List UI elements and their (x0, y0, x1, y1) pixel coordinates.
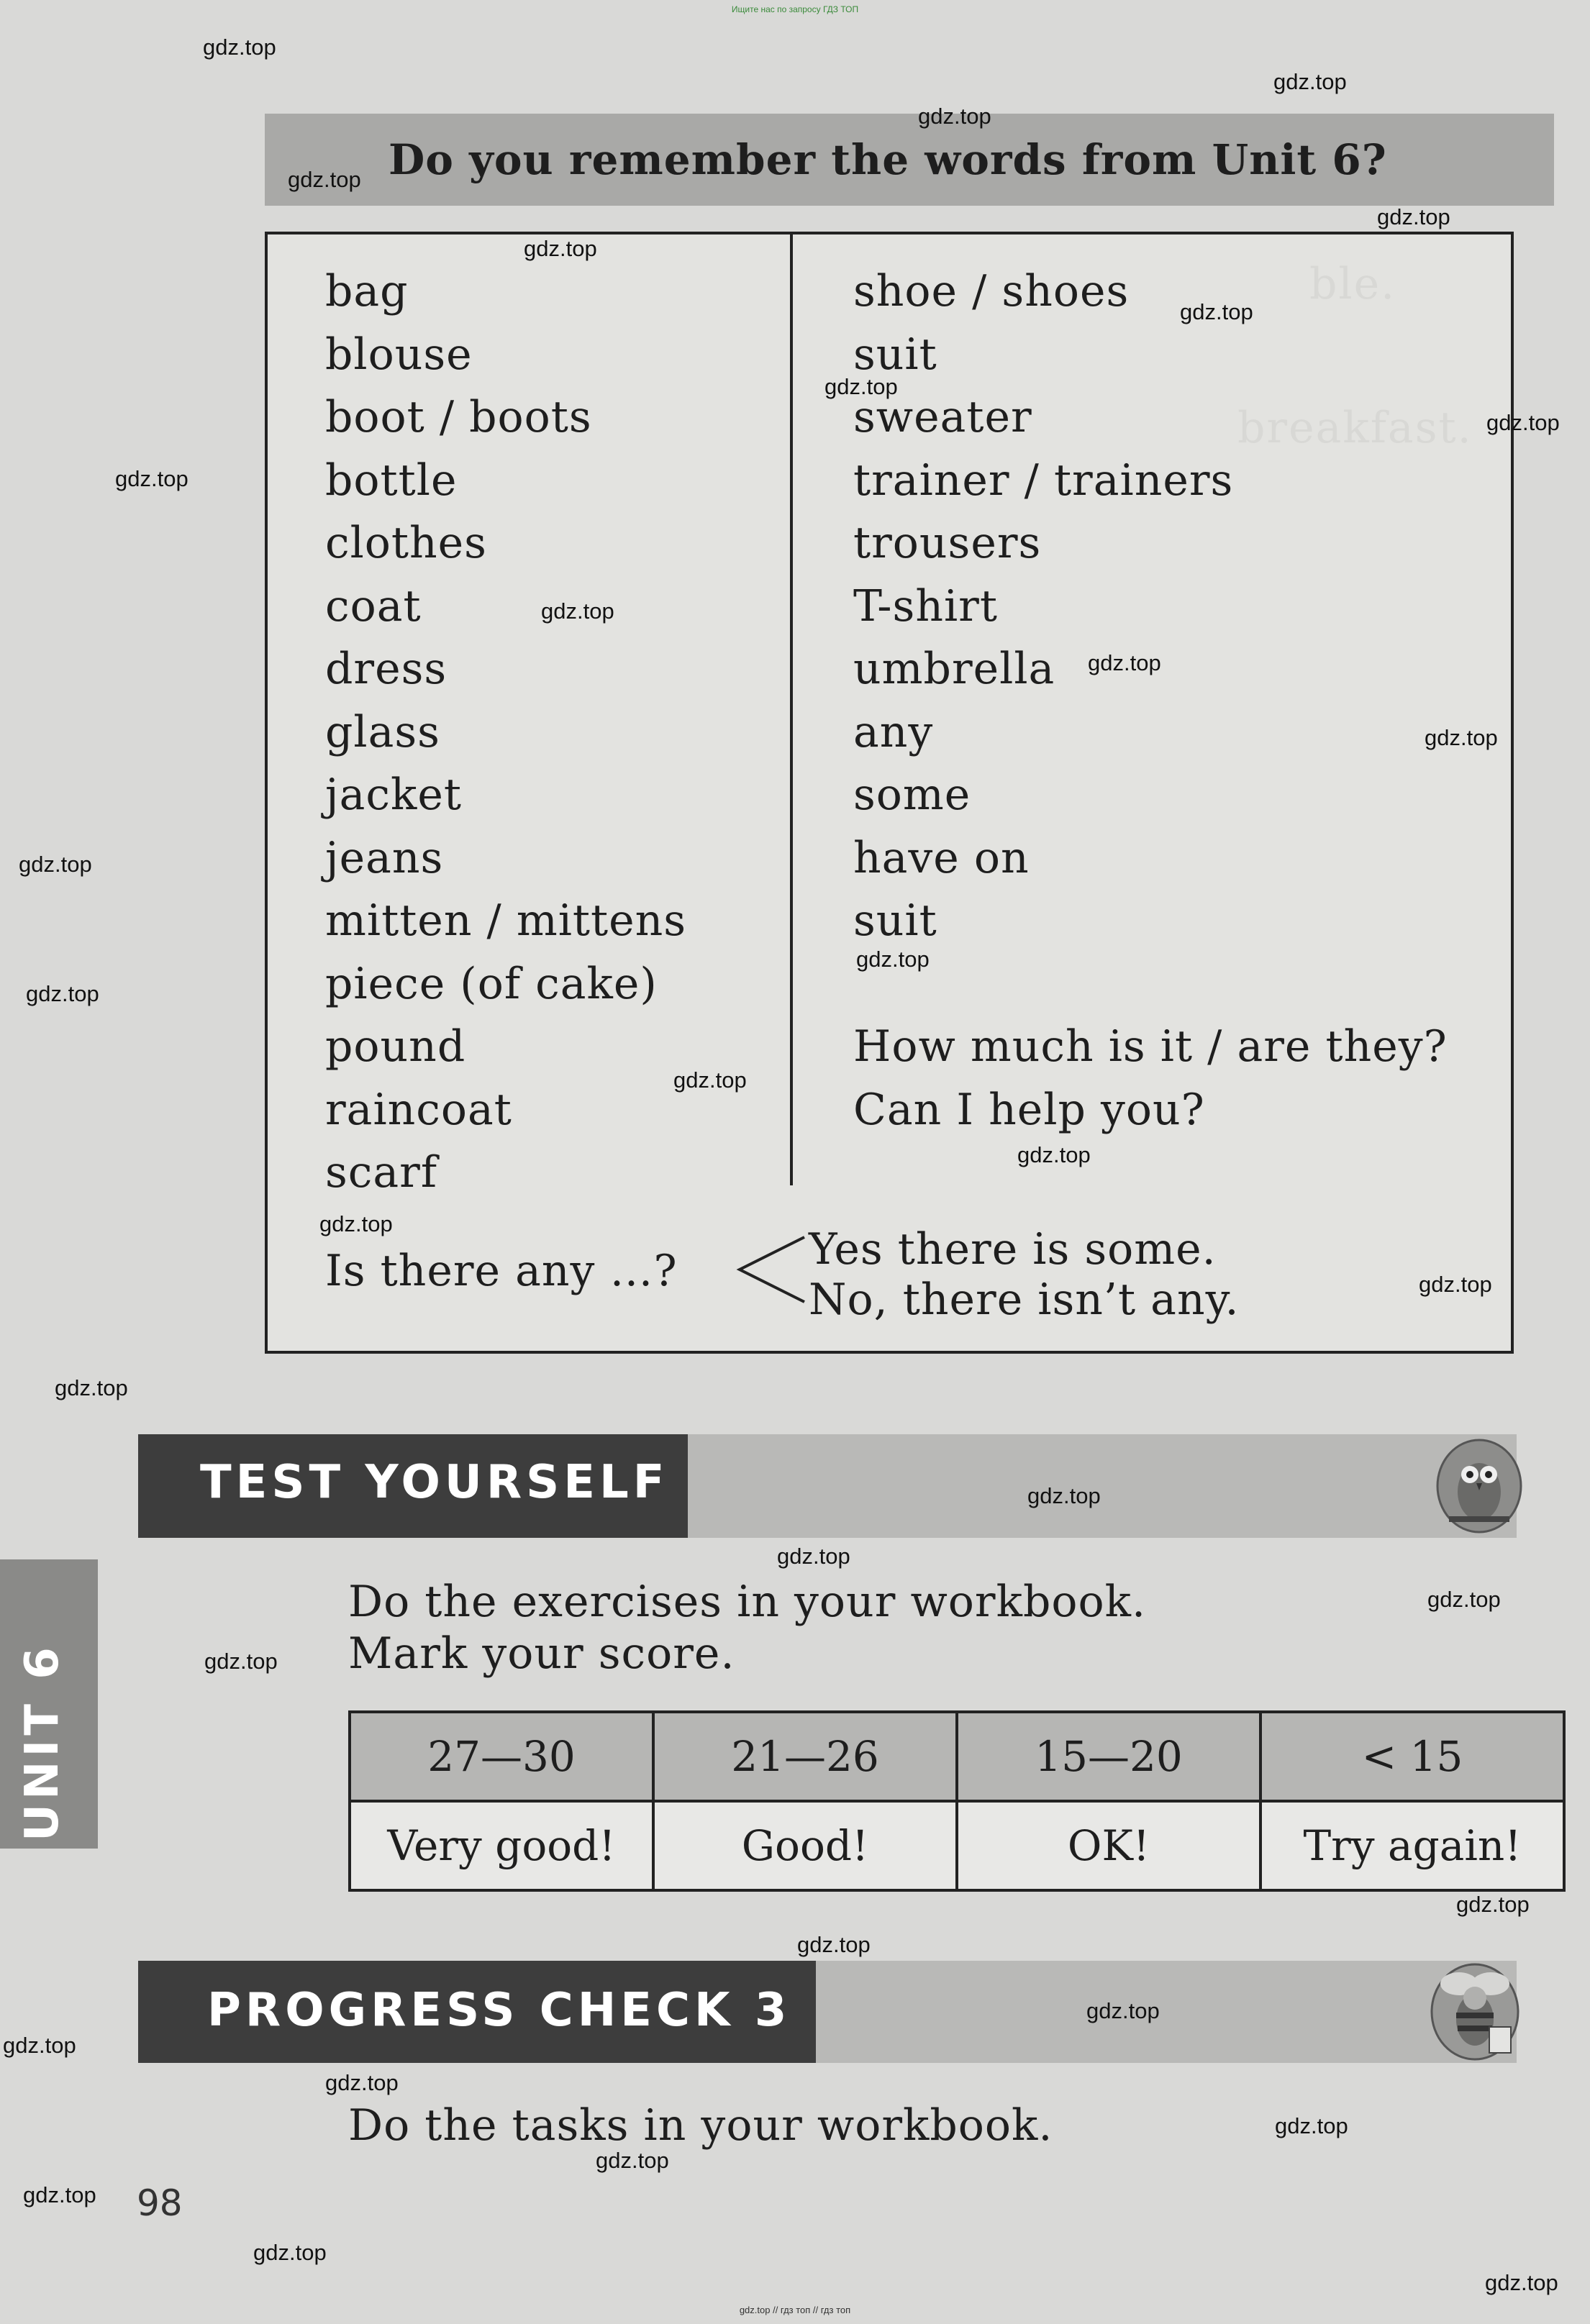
owl-icon (1436, 1439, 1522, 1534)
score-range: 21—26 (653, 1712, 957, 1801)
score-label: Very good! (350, 1801, 653, 1890)
watermark[interactable]: gdz.top (524, 236, 597, 261)
vocab-word: dress (325, 644, 448, 694)
page-title: Do you remember the words from Unit 6? (389, 135, 1387, 184)
watermark[interactable]: gdz.top (1088, 650, 1161, 675)
watermark[interactable]: gdz.top (3, 2033, 76, 2058)
vocab-phrase: How much is it / are they? (853, 1021, 1448, 1072)
score-range: 27—30 (350, 1712, 653, 1801)
branch-arrow-icon (734, 1230, 806, 1309)
vocab-word: shoe / shoes (853, 266, 1130, 316)
watermark[interactable]: gdz.top (319, 1211, 393, 1236)
vocab-word: jeans (325, 832, 444, 883)
watermark[interactable]: gdz.top (777, 1544, 850, 1569)
page-number: 98 (137, 2182, 183, 2224)
score-label: Try again! (1260, 1801, 1564, 1890)
score-range: 15—20 (957, 1712, 1260, 1801)
vocabulary-right-column (853, 260, 1448, 1142)
top-banner[interactable]: Ищите нас по запросу ГДЗ ТОП (731, 4, 859, 14)
watermark[interactable]: gdz.top (203, 35, 276, 60)
vocab-word: pound (325, 1021, 466, 1072)
watermark[interactable]: gdz.top (1425, 725, 1498, 750)
watermark[interactable]: gdz.top (824, 374, 898, 399)
score-label: OK! (957, 1801, 1260, 1890)
vocab-word: have on (853, 832, 1030, 883)
vocab-word: T-shirt (853, 580, 998, 632)
vocab-word: piece (of cake) (325, 958, 658, 1009)
vocab-word: bottle (325, 455, 458, 506)
vocab-word: coat (325, 580, 422, 632)
watermark[interactable]: gdz.top (673, 1067, 747, 1093)
watermark[interactable]: gdz.top (1275, 2113, 1348, 2138)
vocab-word: trousers (853, 518, 1042, 568)
watermark[interactable]: gdz.top (23, 2182, 96, 2207)
answer-no: No, there isn’t any. (809, 1275, 1240, 1325)
progress-check-title: PROGRESS CHECK 3 (207, 1984, 791, 2037)
watermark[interactable]: gdz.top (1027, 1483, 1101, 1508)
question-phrase: Is there any …? (325, 1246, 678, 1296)
score-range: < 15 (1260, 1712, 1564, 1801)
watermark[interactable]: gdz.top (1180, 299, 1253, 324)
test-yourself-title: TEST YOURSELF (200, 1456, 669, 1509)
vocab-word: boot / boots (325, 392, 592, 442)
test-yourself-line2: Mark your score. (348, 1628, 735, 1679)
watermark[interactable]: gdz.top (1377, 204, 1450, 229)
watermark[interactable]: gdz.top (1456, 1892, 1530, 1917)
watermark[interactable]: gdz.top (19, 852, 92, 877)
score-table (348, 1710, 1566, 1892)
vocabulary-divider (790, 233, 793, 1185)
watermark[interactable]: gdz.top (1086, 1998, 1160, 2023)
watermark[interactable]: gdz.top (797, 1932, 871, 1957)
vocab-word: sweater (853, 392, 1032, 442)
vocab-word: any (853, 706, 934, 757)
watermark[interactable]: gdz.top (1273, 69, 1347, 94)
watermark[interactable]: gdz.top (253, 2240, 327, 2265)
vocab-word: raincoat (325, 1084, 512, 1135)
unit-side-tab-label: UNIT 6 (16, 1643, 69, 1841)
vocab-word: glass (325, 706, 440, 757)
vocab-word: bag (325, 266, 409, 316)
bottom-banner[interactable]: gdz.top // гдз топ // гдз топ (739, 2305, 851, 2315)
watermark[interactable]: gdz.top (541, 598, 614, 624)
watermark[interactable]: gdz.top (1486, 410, 1560, 435)
vocab-word: blouse (325, 329, 473, 380)
progress-check-line1: Do the tasks in your workbook. (348, 2100, 1053, 2151)
vocab-word: mitten / mittens (325, 896, 687, 946)
score-label: Good! (653, 1801, 957, 1890)
watermark[interactable]: gdz.top (1017, 1142, 1091, 1167)
vocab-word: jacket (325, 770, 462, 820)
vocab-spacer (853, 953, 1448, 1016)
vocab-word: some (853, 770, 971, 820)
watermark[interactable]: gdz.top (1427, 1587, 1501, 1612)
watermark[interactable]: gdz.top (918, 104, 991, 129)
test-yourself-line1: Do the exercises in your workbook. (348, 1577, 1147, 1627)
watermark[interactable]: gdz.top (288, 167, 361, 192)
vocab-word: clothes (325, 518, 487, 568)
vocab-word: suit (853, 896, 937, 946)
progress-check-bar-light (814, 1961, 1517, 2063)
vocab-word: scarf (325, 1147, 438, 1198)
answer-yes: Yes there is some. (809, 1224, 1217, 1275)
watermark[interactable]: gdz.top (55, 1375, 128, 1400)
watermark[interactable]: gdz.top (204, 1649, 278, 1674)
vocab-word: umbrella (853, 644, 1055, 694)
vocab-word: suit (853, 329, 937, 380)
vocab-phrase: Can I help you? (853, 1084, 1205, 1135)
watermark[interactable]: gdz.top (115, 466, 188, 491)
vocabulary-left-column (325, 260, 686, 1205)
watermark[interactable]: gdz.top (856, 947, 930, 972)
watermark[interactable]: gdz.top (1485, 2270, 1558, 2295)
vocab-word: trainer / trainers (853, 455, 1234, 506)
watermark[interactable]: gdz.top (26, 981, 99, 1006)
test-yourself-bar-light (686, 1434, 1517, 1538)
watermark[interactable]: gdz.top (596, 2148, 669, 2173)
watermark[interactable]: gdz.top (325, 2070, 399, 2095)
answers (809, 1224, 1240, 1325)
bee-icon (1430, 1962, 1519, 2061)
watermark[interactable]: gdz.top (1419, 1272, 1492, 1297)
